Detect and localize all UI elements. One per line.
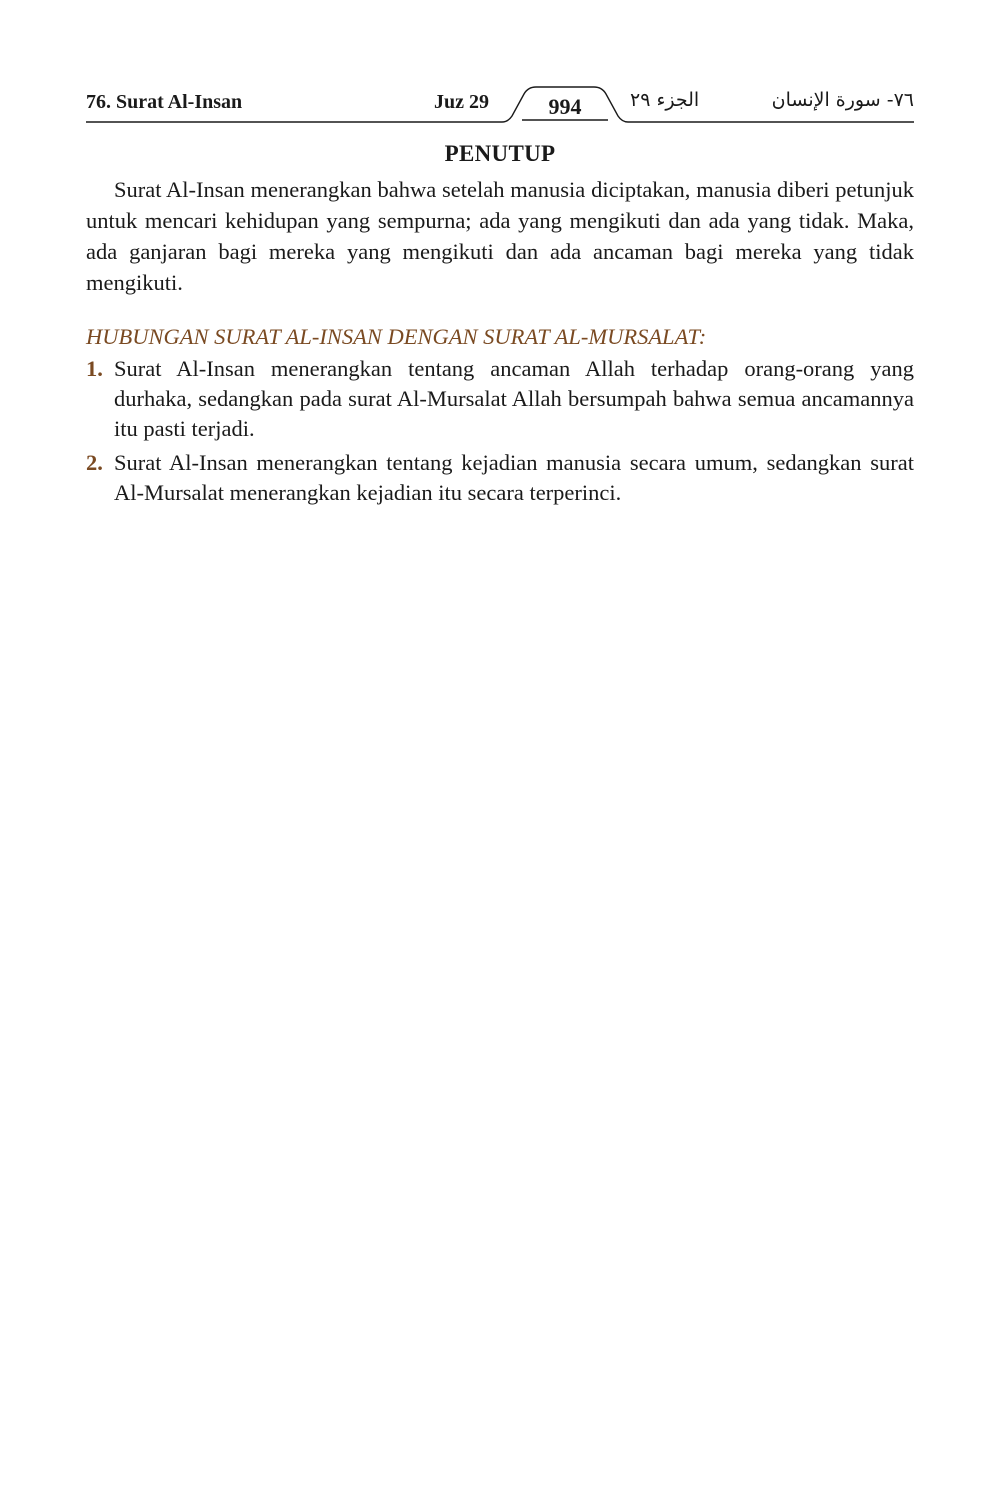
list-item (86, 354, 914, 444)
header-surah-latin: 76. Surat Al-Insan (86, 91, 243, 113)
list-number: 1. (86, 356, 103, 381)
page-number: 994 (548, 94, 582, 119)
closing-paragraph: Surat Al-Insan menerangkan bahwa setelah manusia diciptakan, manusia diberi petunjuk untuk mencari kehidupan yang sempurna; ada yang mengikuti dan ada yang tidak. Maka, ada ganjaran bagi mereka yang mengikuti dan ada ancaman bagi mereka yang tidak mengikuti. (86, 177, 914, 295)
list-item-text: Surat Al-Insan menerangkan tentang kejadian manusia secara umum, sedangkan surat Al-Mursalat menerangkan kejadian itu secara terperinci. (114, 450, 914, 505)
relation-list (86, 354, 914, 508)
header-juz-latin: Juz 29 (434, 91, 489, 113)
section-title: PENUTUP (444, 141, 556, 166)
list-number: 2. (86, 450, 103, 475)
list-item-text: Surat Al-Insan menerangkan tentang ancaman Allah terhadap orang-orang yang durhaka, sedangkan pada surat Al-Mursalat Allah bersumpah bahwa semua ancamannya itu pasti terjadi. (114, 356, 914, 441)
list-item (86, 448, 914, 508)
header-surah-arabic: ٧٦- سورة الإنسان (771, 89, 914, 111)
page-content (86, 140, 914, 512)
page-header (86, 80, 914, 130)
relation-subheading: HUBUNGAN SURAT AL-INSAN DENGAN SURAT AL-MURSALAT: (86, 324, 707, 349)
header-juz-arabic: الجزء ٢٩ (630, 89, 700, 111)
